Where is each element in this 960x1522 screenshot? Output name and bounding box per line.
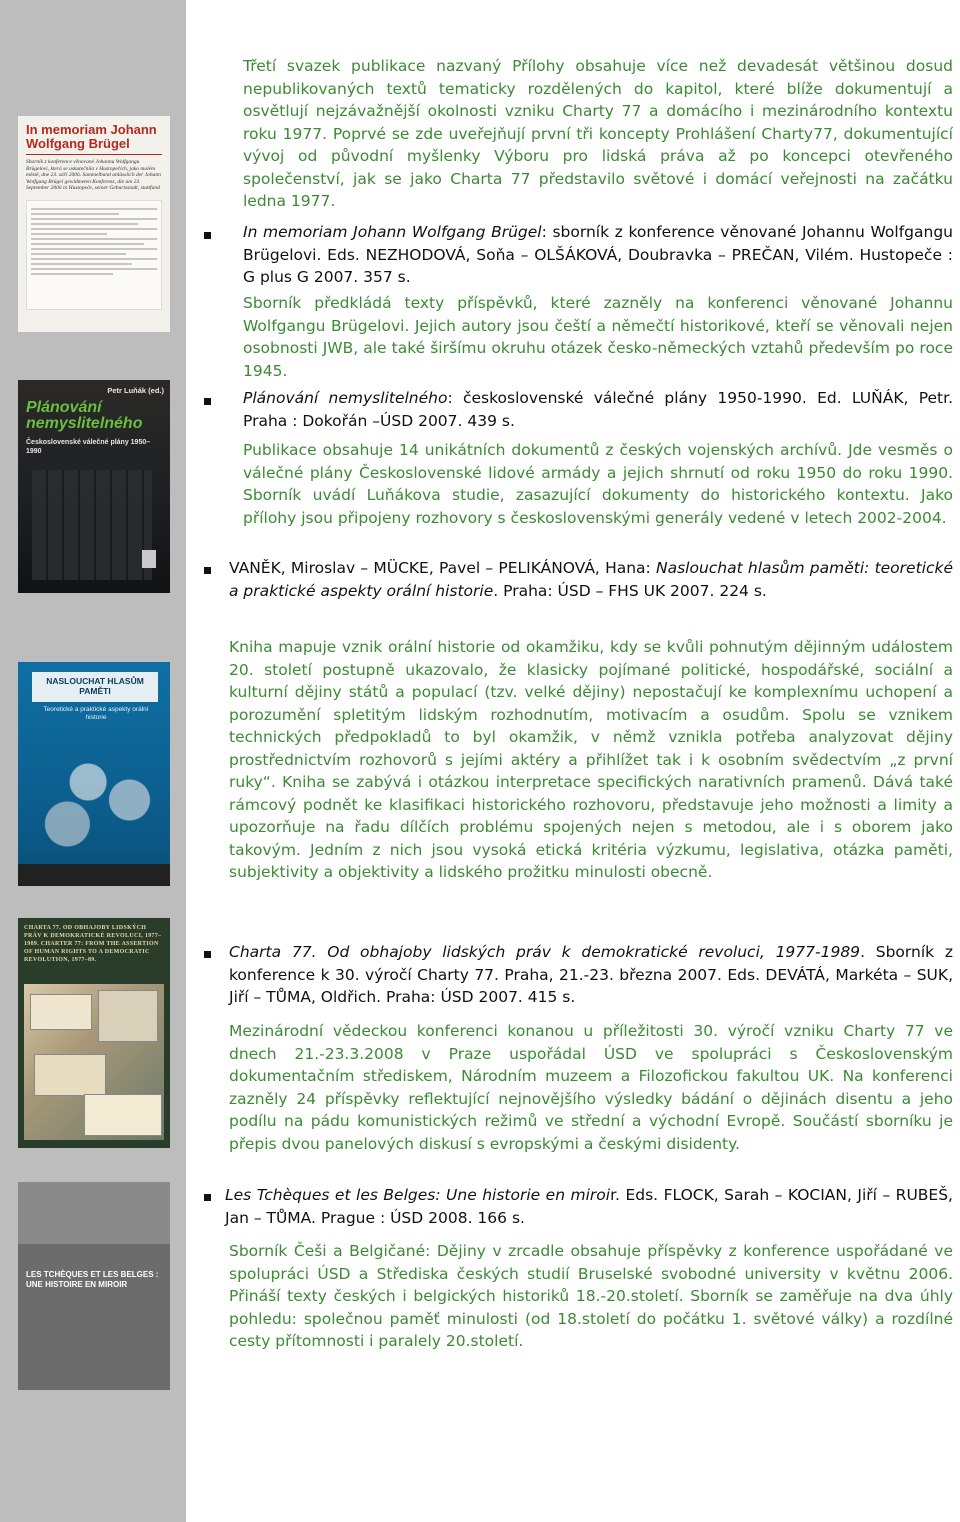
paragraph-in-memoriam: Sborník předkládá texty příspěvků, které zazněly na konferenci věnované Johannu Wolfgangu Brügelovi. Jejich autory jsou čeští a němečtí historikové, kteří se věnovali nejen osobnosti JWB, ale také širšímu okruhu otázek česko-německých vztahů především po roce 1945. bbox=[243, 294, 953, 380]
cover-in-memoriam bbox=[18, 116, 170, 332]
sidebar-strip bbox=[0, 0, 186, 1522]
cover-subtitle: Sborník z konference věnované Johannu Wolfgangu Brügelovi, která se uskutečnila v Hustopečích, jako malém městě, dne 23. září 2006. Sammelband anlässlich der Johann Wolfgang Brügel gewidmeten Konferenz, die am 23. September 2006 in Hustopeče, seiner Geburtsstadt, stattfand bbox=[26, 159, 161, 191]
bullet-icon bbox=[204, 1194, 211, 1201]
cover-title: Plánování nemyslitelného bbox=[26, 399, 143, 432]
cover-subtitle: Teoretické a praktické aspekty orální historie bbox=[43, 706, 149, 721]
entry-in-memoriam bbox=[243, 221, 953, 289]
cover-charta77 bbox=[18, 918, 170, 1148]
cover-title: CHARTA 77. OD OBHAJOBY LIDSKÝCH PRÁV K DEMOKRATICKÉ REVOLUCI, 1977–1989. CHARTER 77: FROM THE ASSERTION OF HUMAN RIGHTS TO A DEMOCRATIC REVOLUTION, 1977–89. bbox=[24, 925, 162, 963]
cover-document-image bbox=[26, 200, 162, 310]
paragraph-planovani: Publikace obsahuje 14 unikátních dokumentů z českých vojenských archívů. Jde vesměs o válečné plány Československé lidové armády a jejich shrnutí od roku 1950 do roku 1990. Sborník uvádí Luňákova studie, zasazující dokumenty do historického kontextu. Jako přílohy jsou připojeny rozhovory s československými generály vedené v letech 2002-2004. bbox=[243, 441, 953, 527]
cover-planovani bbox=[18, 380, 170, 593]
cover-bottom-band bbox=[18, 864, 170, 886]
bullet-icon bbox=[204, 951, 211, 958]
entry-details: . Sborník z konference k 30. výročí Charty 77. Praha, 21.-23. března 2007. Eds. DEVÁTÁ, Markéta – SUK, Jiří – TŮMA, Oldřich. Praha: ÚSD 2007. 415 s. bbox=[229, 943, 954, 1006]
entry-charta77 bbox=[229, 941, 953, 1009]
entry-title: In memoriam Johann Wolfgang Brügel bbox=[243, 223, 542, 241]
entry-details: : sborník z konference věnované Johannu Wolfgangu Brügelovi. Eds. NEZHODOVÁ, Soňa – OLŠÁKOVÁ, Doubravka – PREČAN, Vilém. Hustopeče : G plus G 2007. 357 s. bbox=[243, 223, 953, 286]
paragraph-naslouchat: Kniha mapuje vznik orální historie od okamžiku, kdy se kvůli pohnutým dějinným událostem 20. století postupně ukazovalo, že klasicky pojímané politické, hospodářské, sociální a kulturní dějiny států a populací (tzv. velké dějiny) nepostačují ke komplexnímu uchopení a porozumění spletitým lidským rozhodnutím, motivacím a osudům. Spolu se vznikem technických předpokladů to byl okamžik, v němž vznikla potřeba analyzovat dějiny prostřednictvím rozhovorů s jejími aktéry a přihlížet tak i k osobním svědectvím „z první ruky“. Kniha se zabývá i otázkou interpretace specifických narativních pramenů. Dává také rámcový podnět ke klasifikaci historického rozhovoru, představuje jeho možnosti a limity a upozorňuje na řadu dílčích problému spojených nejen s metodou, ale i s oborem jako takovým. Jedním z nich jsou vysoká etická kritéria výzkumu, legislativa, otázka paměti, subjektivity a objektivity a lidského prožitku minulosti obecně. bbox=[229, 638, 953, 881]
cover-tcheques bbox=[18, 1182, 170, 1390]
cover-faces-image bbox=[26, 734, 164, 854]
entry-title: Plánování nemyslitelného bbox=[243, 389, 448, 407]
bullet-icon bbox=[204, 232, 211, 239]
cover-author: Petr Luňák (ed.) bbox=[107, 386, 164, 395]
cover-rule bbox=[26, 154, 162, 155]
paragraph-tcheques: Sborník Češi a Belgičané: Dějiny v zrcadle obsahuje příspěvky z konference uspořádané ve spolupráci ÚSD a Střediska českých studií Bruselské svobodné university v květnu 2006. Přináší texty českých i belgických historiků 18.-20.století. Sborník se zaměřuje na dva úhly pohledu: společnou paměť minulosti (od 18.století do počátku 1. světové války) a rozdílné cesty přítomnosti i paralely 20.století. bbox=[229, 1242, 953, 1350]
cover-door-image bbox=[32, 470, 152, 580]
entry-details: . Praha: ÚSD – FHS UK 2007. 224 s. bbox=[493, 581, 767, 600]
entry-details: r. Eds. FLOCK, Sarah – KOCIAN, Jiří – RUBEŠ, Jan – TŮMA. Prague : ÚSD 2008. 166 s. bbox=[225, 1186, 953, 1227]
entry-authors: VANĚK, Miroslav – MÜCKE, Pavel – PELIKÁNOVÁ, Hana: bbox=[229, 559, 656, 577]
entry-title: Les Tchèques et les Belges: Une historie en miroi bbox=[225, 1186, 611, 1204]
cover-subtitle: Československé válečné plány 1950–1990 bbox=[26, 439, 151, 455]
entry-details: : československé válečné plány 1950-1990. Ed. LUŇÁK, Petr. Praha : Dokořán –ÚSD 2007. 439 s. bbox=[243, 389, 953, 430]
paragraph-charta77: Mezinárodní vědeckou konferenci konanou u příležitosti 30. výročí vzniku Charty 77 ve dnech 21.-23.3.2008 v Praze uspořádal ÚSD ve spolupráci s Československým dokumentačním střediskem, Národním muzeem a Filozofickou fakultou UK. Na konferenci zazněly 24 příspěvky reflektující nejnovějšího výsledky bádání o dějinách disentu a jeho podílu na pádu komunistických režimů ve střední a východní Evropě. Součástí sborníku je přepis dvou panelových diskusí s evropskými a českými disidenty. bbox=[229, 1022, 953, 1153]
entry-tcheques bbox=[225, 1184, 953, 1229]
entry-planovani bbox=[243, 387, 953, 432]
cover-title-box bbox=[32, 672, 158, 702]
entry-title: Charta 77. Od obhajoby lidských práv k demokratické revoluci, 1977-1989 bbox=[229, 943, 861, 961]
cover-emblem bbox=[142, 550, 156, 568]
bullet-icon bbox=[204, 567, 211, 574]
cover-top-band bbox=[18, 1182, 170, 1244]
cover-title: LES TCHÈQUES ET LES BELGES : UNE HISTOIRE EN MIROIR bbox=[26, 1270, 159, 1289]
bullet-icon bbox=[204, 398, 211, 405]
entry-naslouchat bbox=[229, 557, 953, 602]
cover-naslouchat bbox=[18, 662, 170, 886]
cover-title: In memoriam Johann Wolfgang Brügel bbox=[26, 122, 157, 151]
cover-collage-image bbox=[24, 984, 164, 1140]
entry-title: Naslouchat hlasům paměti: teoretické a praktické aspekty orální historie bbox=[229, 559, 953, 600]
paragraph-prilohy: Třetí svazek publikace nazvaný Přílohy obsahuje více než devadesát většinou dosud nepublikovaných textů tematicky rozdělených do kapitol, které blíže dokumentují a osvětlují nejzávažnější okolnosti vzniku Charty 77 a domácího i mezinárodního kontextu roku 1977. Poprvé se zde uveřejňují první tři koncepty Prohlášení Charty77, dokumentující vývoj od původní myšlenky Výboru pro lidská práva až po koncepci otevřeného společenství, jak se jako Charta 77 představilo světové i domácí veřejnosti na začátku ledna 1977. bbox=[243, 57, 953, 210]
cover-title: NASLOUCHAT HLASŮM PAMĚTI bbox=[46, 676, 144, 696]
